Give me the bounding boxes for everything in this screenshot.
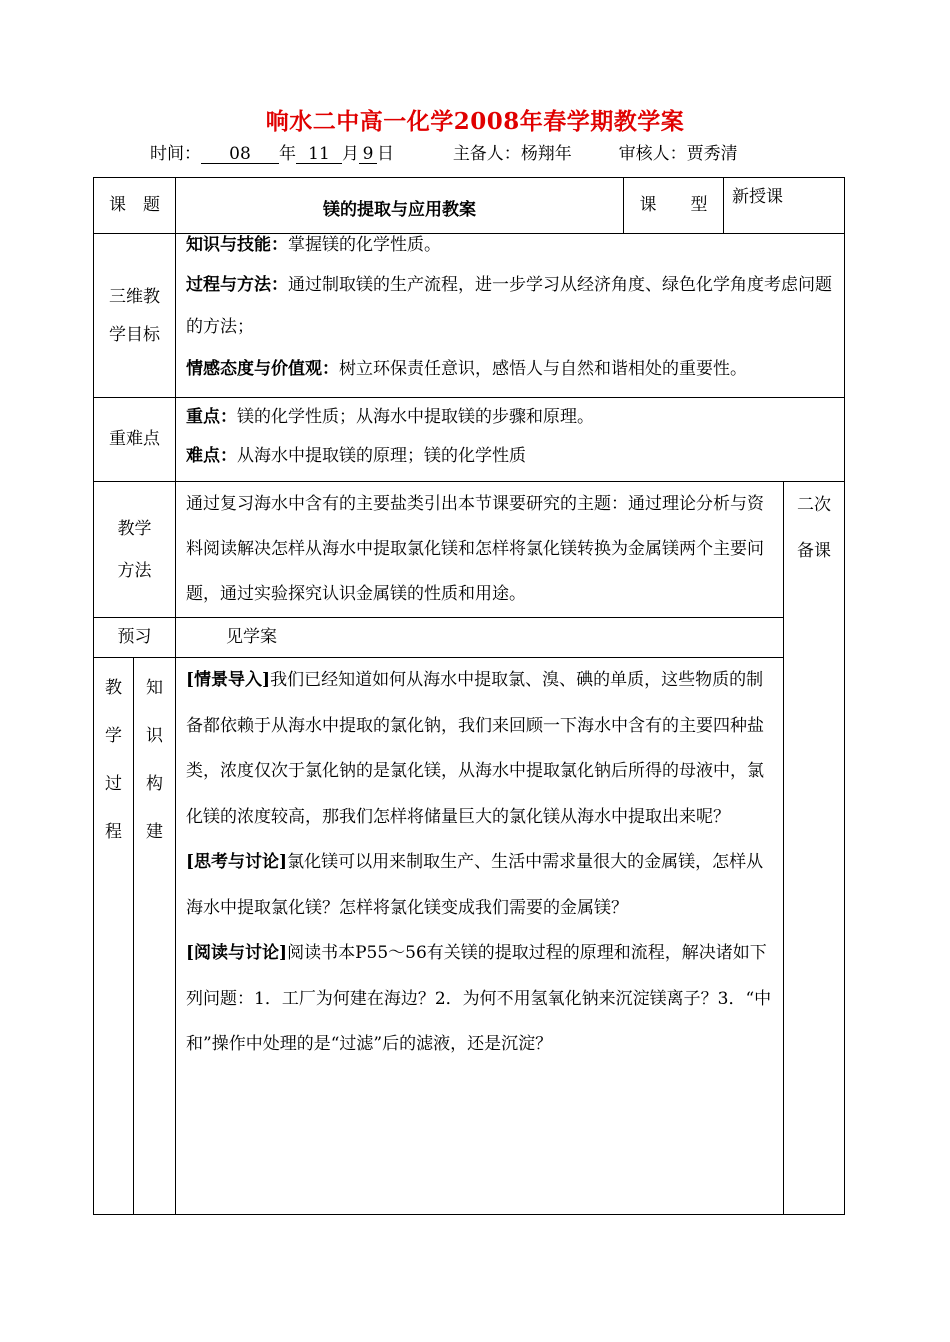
process-row [94, 658, 845, 1215]
goal-process-key: 过程与方法： [186, 275, 288, 295]
difficulty-text: 从海水中提取镁的原理；镁的化学性质 [237, 446, 526, 466]
reviewer-label: 审核人： [618, 144, 687, 164]
second-prep-column [784, 482, 845, 1215]
key-points-label: 重难点 [94, 398, 176, 482]
time-label: 时间： [150, 144, 201, 164]
read-key: [阅读与讨论] [186, 943, 288, 963]
intro-key: [情景导入] [186, 670, 271, 690]
method-label-line2: 方法 [117, 560, 152, 581]
topic-title: 镁的提取与应用教案 [176, 178, 624, 234]
process-label-char: 学 [105, 726, 122, 746]
goal-attitude-key: 情感态度与价值观： [186, 359, 339, 379]
process-label-char: 过 [105, 774, 122, 794]
goal-knowledge-text: 掌握镁的化学性质。 [288, 235, 441, 255]
lesson-type-value: 新授课 [724, 178, 845, 234]
intro-text: 我们已经知道如何从海水中提取氯、溴、碘的单质，这些物质的制备都依赖于从海水中提取的氯化钠，我们来回顾一下海水中含有的主要四种盐类，浓度仅次于氯化钠的是氯化镁，从海水中提取氯化钠后所得的母液中，氯化镁的浓度较高，那我们怎样将储量巨大的氯化镁从海水中提取出来呢？ [186, 670, 764, 827]
lesson-plan-table [93, 177, 845, 1215]
year-unit: 年 [279, 144, 296, 164]
key-points-content [176, 398, 845, 482]
goal-knowledge-key: 知识与技能： [186, 235, 288, 255]
method-row [94, 482, 845, 618]
key-point-key: 重点： [186, 407, 237, 427]
year-value: 08 [201, 145, 279, 164]
knowledge-build-char: 识 [146, 726, 163, 746]
preview-text: 见学案 [176, 618, 784, 658]
preparer-label: 主备人： [452, 144, 521, 164]
process-label-char: 教 [105, 678, 122, 698]
lesson-type-label: 课 型 [624, 178, 724, 234]
month-unit: 月 [342, 144, 359, 164]
process-label [94, 658, 134, 1215]
goals-label-line2: 学目标 [109, 324, 160, 345]
process-content [176, 658, 784, 1215]
process-label-char: 程 [105, 822, 122, 842]
goals-label [94, 234, 176, 398]
goals-row [94, 234, 845, 398]
day-value: 9 [359, 145, 377, 164]
method-label-line1: 教学 [117, 518, 152, 539]
think-key: [思考与讨论] [186, 852, 288, 872]
method-text: 通过复习海水中含有的主要盐类引出本节课要研究的主题：通过理论分析与资料阅读解决怎样从海水中提取氯化镁和怎样将氯化镁转换为金属镁两个主要问题，通过实验探究认识金属镁的性质和用途。 [176, 482, 784, 618]
reviewer-name: 贾秀清 [686, 144, 738, 164]
knowledge-build-char: 构 [146, 774, 163, 794]
preview-label: 预习 [94, 618, 176, 658]
think-text: 氯化镁可以用来制取生产、生活中需求量很大的金属镁，怎样从海水中提取氯化镁？怎样将氯化镁变成我们需要的金属镁？ [186, 852, 764, 918]
read-text: 阅读书本P55～56有关镁的提取过程的原理和流程，解决诸如下列问题：1．工厂为何建在海边？2．为何不用氢氧化钠来沉淀镁离子？3．“中和”操作中处理的是“过滤”后的滤液，还是沉淀？ [186, 943, 772, 1054]
month-value: 11 [296, 145, 342, 164]
goals-content [176, 234, 845, 398]
topic-row [94, 178, 845, 234]
header-meta [150, 139, 738, 164]
preparer-name: 杨翔年 [520, 144, 572, 164]
difficulty-key: 难点： [186, 446, 237, 466]
second-prep-line2: 备课 [797, 541, 831, 561]
goal-attitude-text: 树立环保责任意识，感悟人与自然和谐相处的重要性。 [339, 359, 747, 379]
day-unit: 日 [377, 144, 394, 164]
topic-label: 课 题 [94, 178, 176, 234]
method-label [94, 482, 176, 618]
second-prep-line1: 二次 [797, 495, 831, 515]
knowledge-build-char: 知 [146, 678, 163, 698]
page-title: 响水二中高一化学2008年春学期教学案 [265, 108, 685, 135]
knowledge-build-label [134, 658, 176, 1215]
key-point-text: 镁的化学性质；从海水中提取镁的步骤和原理。 [237, 407, 594, 427]
goal-process-text: 通过制取镁的生产流程，进一步学习从经济角度、绿色化学角度考虑问题的方法； [186, 275, 832, 337]
goals-label-line1: 三维教 [109, 286, 160, 307]
key-points-row [94, 398, 845, 482]
knowledge-build-char: 建 [146, 822, 163, 842]
preview-row [94, 618, 845, 658]
